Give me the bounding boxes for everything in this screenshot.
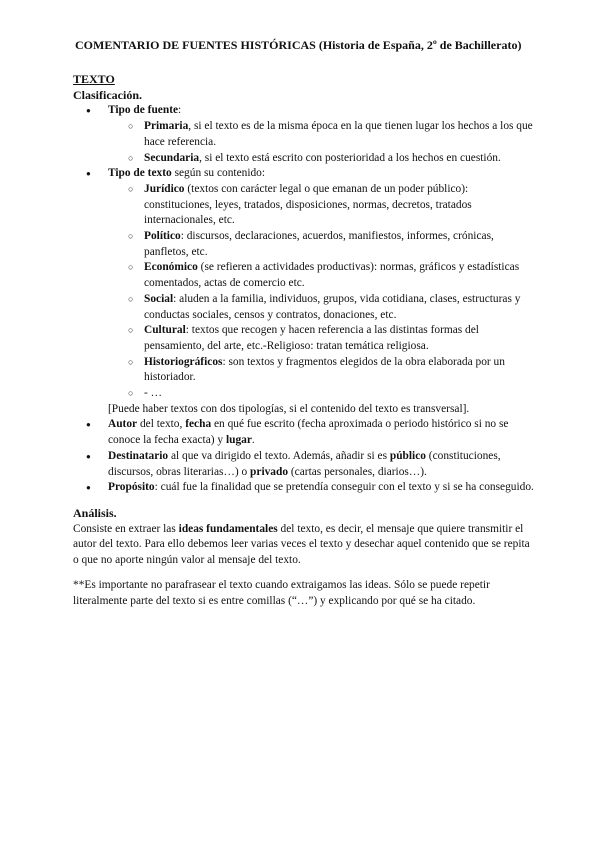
- list-item-tipo-fuente: [73, 103, 535, 166]
- term: Tipo de fuente: [108, 104, 179, 117]
- text: del texto,: [137, 418, 186, 431]
- term: Social: [144, 292, 174, 305]
- list-item: [108, 119, 535, 150]
- text: según su contenido:: [171, 167, 266, 180]
- term: Historiográficos: [144, 355, 223, 368]
- term: Propósito: [108, 481, 155, 494]
- text: - …: [144, 387, 163, 400]
- list-item: [108, 386, 535, 402]
- list-item-destinatario: [73, 449, 535, 480]
- list-item: [108, 355, 535, 386]
- list-item-proposito: [73, 480, 535, 496]
- text: : textos que recogen y hacen referencia a las distintas formas del pensamiento, del arte, etc.-Religioso: tratan temática religiosa.: [144, 324, 479, 352]
- term: privado: [250, 465, 289, 478]
- text: (cartas personales, diarios…).: [288, 465, 427, 478]
- document-body: [73, 72, 535, 609]
- list-item: [108, 323, 535, 354]
- text: del texto, es decir, el mensaje que quiere transmitir el autor del texto. Para ello debemos leer varias veces el texto y desechar aquel contenido que se repita o que no aporte ningún valor al mensaje del texto.: [73, 522, 530, 567]
- term: Primaria: [144, 120, 189, 133]
- text: Consiste en extraer las: [73, 522, 179, 535]
- subheading-clasificacion: Clasificación.: [73, 87, 142, 102]
- term: Tipo de texto: [108, 167, 172, 180]
- term: público: [389, 449, 426, 462]
- final-note-paragraph: **Es importante no parafrasear el texto cuando extraigamos las ideas. Sólo se puede repetir literalmente parte del texto si es entre comillas (“…”) y explicando por qué se ha citado.: [73, 578, 490, 607]
- text: (textos con carácter legal o que emanan de un poder público): constituciones, leyes, tratados, disposiciones, normas, decretos, tratados internacionales, etc.: [144, 182, 472, 227]
- subheading-analisis: Análisis.: [73, 505, 117, 520]
- term: Destinatario: [108, 449, 169, 462]
- text: : discursos, declaraciones, acuerdos, manifiestos, informes, crónicas, panfletos, etc.: [144, 230, 494, 258]
- document-title: COMENTARIO DE FUENTES HISTÓRICAS (Historia de España, 2º de Bachillerato): [75, 38, 522, 52]
- list-item-tipo-texto: [73, 166, 535, 402]
- text: (se refieren a actividades productivas): normas, gráficos y estadísticas comentados, actas de comercio etc.: [144, 261, 520, 290]
- section-heading-texto: TEXTO: [73, 72, 115, 86]
- classification-list: [73, 103, 535, 401]
- term: Cultural: [144, 324, 186, 337]
- tipologia-note: [Puede haber textos con dos tipologías, si el contenido del texto es transversal].: [108, 402, 470, 415]
- text: , si el texto es de la misma época en la que tienen lugar los hechos a los que hace referencia.: [144, 120, 533, 148]
- term: ideas fundamentales: [178, 522, 278, 535]
- text: : cuál fue la finalidad que se pretendía conseguir con el texto y si se ha conseguido.: [154, 481, 534, 494]
- text: :: [178, 104, 182, 117]
- term: lugar: [225, 434, 252, 447]
- list-item-autor: [73, 417, 535, 448]
- analisis-paragraph: [73, 522, 535, 569]
- list-item: [108, 151, 535, 167]
- list-item: [108, 229, 535, 260]
- text: al que va dirigido el texto. Además, añadir si es: [168, 449, 390, 462]
- term: Secundaria: [144, 151, 200, 164]
- term: Político: [144, 230, 181, 243]
- term: fecha: [185, 418, 212, 431]
- sublist-tipo-fuente: [108, 119, 535, 166]
- text: en qué fue escrito (fecha aproximada o periodo histórico si no se conoce la fecha exacta) y: [108, 418, 509, 447]
- text: , si el texto está escrito con posterioridad a los hechos en cuestión.: [199, 151, 501, 164]
- term: Jurídico: [144, 182, 185, 195]
- list-item: [108, 182, 535, 229]
- text: : son textos y fragmentos elegidos de la obra elaborada por un historiador.: [144, 355, 505, 384]
- term: Autor: [108, 418, 138, 431]
- text: : aluden a la familia, individuos, grupos, vida cotidiana, clases, estructuras y conductas sociales, censos y contratos, donaciones, etc.: [144, 292, 521, 321]
- list-item: [108, 292, 535, 323]
- details-list: [73, 417, 535, 496]
- term: Económico: [144, 261, 198, 274]
- text: (constituciones, discursos, obras literarias…) o: [108, 449, 501, 478]
- list-item: [108, 260, 535, 291]
- text: .: [251, 434, 255, 447]
- sublist-tipo-texto: [108, 182, 535, 402]
